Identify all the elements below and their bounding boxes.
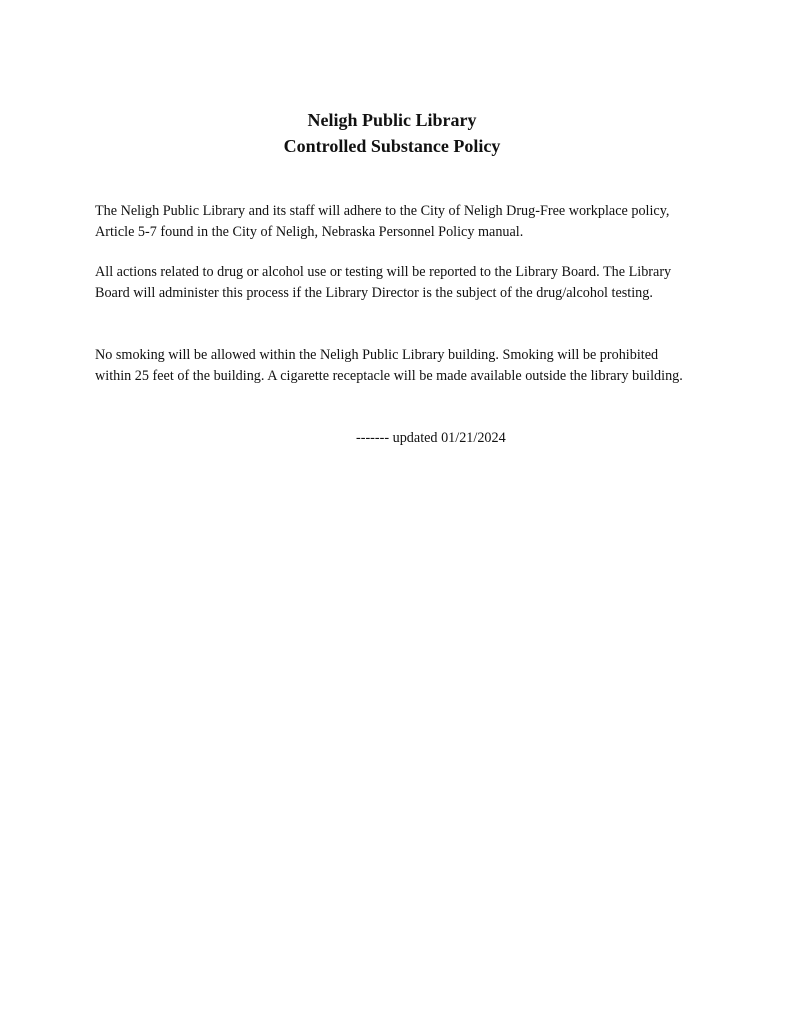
paragraph-drug-free-workplace: The Neligh Public Library and its staff will adhere to the City of Neligh Drug-Free workplace policy, Article 5-7 found in the City of Neligh, Nebraska Personnel Policy manual. [95,203,670,240]
title-library-name: Neligh Public Library [307,110,477,130]
title-policy-name: Controlled Substance Policy [283,136,501,156]
paragraph-reporting: All actions related to drug or alcohol use or testing will be reported to the Library Board. The Library Board will administer this process if the Library Director is the subject of the drug/alcohol testing. [95,264,672,301]
page-title [0,107,784,159]
paragraph-smoking: No smoking will be allowed within the Neligh Public Library building. Smoking will be prohibited within 25 feet of the building. A cigarette receptacle will be made available outside the library building. [95,347,683,384]
updated-date: ------- updated 01/21/2024 [356,430,506,446]
